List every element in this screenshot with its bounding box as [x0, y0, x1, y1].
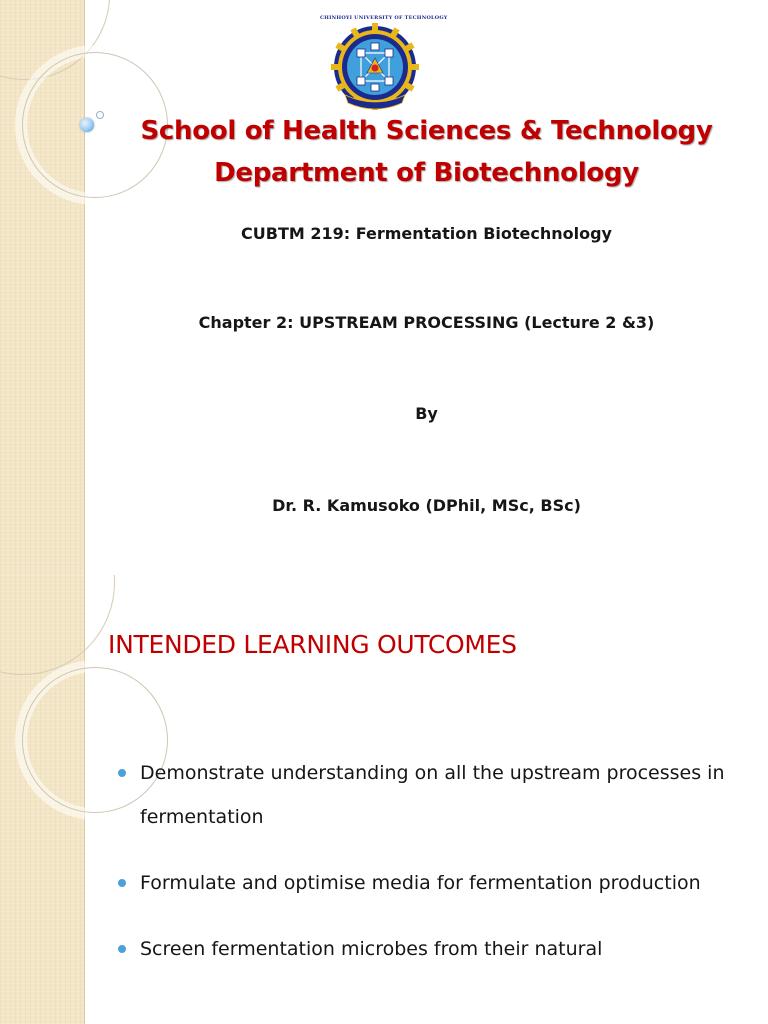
by-label: By [415, 404, 438, 423]
university-logo [320, 15, 448, 110]
learning-outcomes-heading: INTENDED LEARNING OUTCOMES [108, 630, 517, 659]
university-crest-icon [320, 15, 448, 110]
bullet-icon [118, 945, 126, 953]
list-item-text: Demonstrate understanding on all the upstream processes in fermentation [140, 762, 725, 828]
department-title: Department of Biotechnology [214, 158, 639, 188]
logo-caption: CHINHOYI UNIVERSITY OF TECHNOLOGY [320, 15, 448, 21]
list-item [118, 927, 738, 971]
list-item-text: Formulate and optimise media for fermentation production [140, 872, 701, 894]
learning-outcomes-slide [0, 575, 768, 1024]
list-item [118, 751, 738, 839]
course-code: CUBTM 219: Fermentation Biotechnology [241, 224, 612, 243]
presenter-name: Dr. R. Kamusoko (DPhil, MSc, BSc) [272, 496, 581, 515]
outcomes-list [118, 751, 738, 993]
list-item [118, 861, 738, 905]
list-item-text: Screen fermentation microbes from their natural [140, 938, 603, 960]
bullet-icon [118, 879, 126, 887]
chapter-title: Chapter 2: UPSTREAM PROCESSING (Lecture 2 &3) [198, 313, 655, 332]
school-title: School of Health Sciences & Technology [140, 116, 713, 146]
bullet-icon [118, 769, 126, 777]
